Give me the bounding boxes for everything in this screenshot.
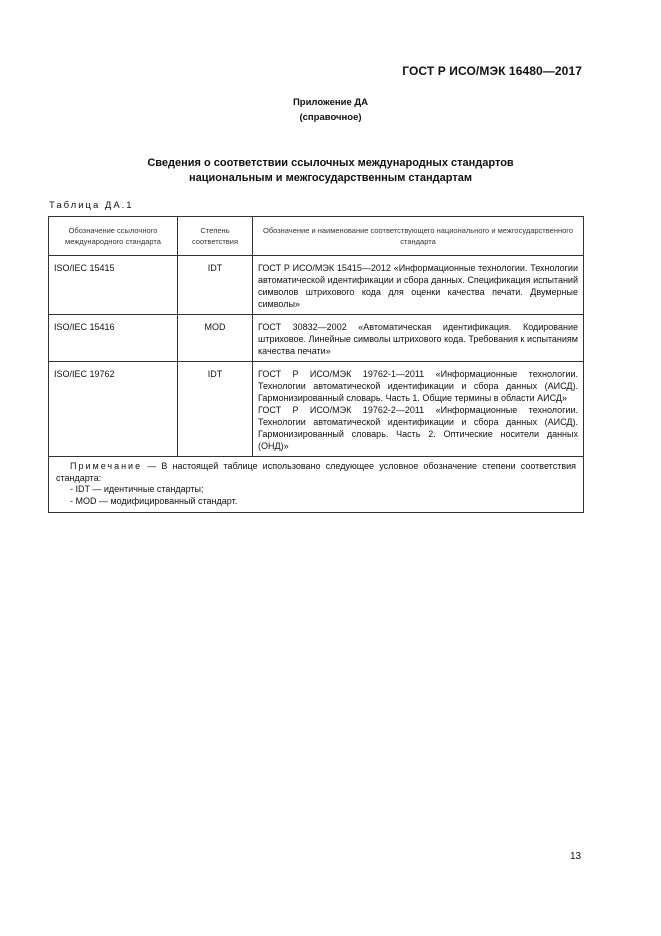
note-list-item: - MOD — модифицированный стандарт. xyxy=(70,495,238,506)
page-number: 13 xyxy=(570,851,582,862)
cell-reference: ISO/IEC 19762 xyxy=(49,362,178,457)
appendix-subtitle: (справочное) xyxy=(299,112,362,123)
cell-degree: IDT xyxy=(178,256,253,315)
appendix-title: Приложение ДА xyxy=(292,97,369,108)
note-text xyxy=(56,461,576,484)
note-label: Примечание xyxy=(70,461,143,471)
header-national-standard: Обозначение и наименование соответствующего национального и межгосударственного стандарта xyxy=(253,217,584,256)
table-label: Таблица ДА.1 xyxy=(49,200,134,211)
cell-national-standard xyxy=(253,315,584,362)
table-header-row xyxy=(49,217,584,256)
document-code-header: ГОСТ Р ИСО/МЭК 16480—2017 xyxy=(402,64,582,78)
national-standard-entry: ГОСТ Р ИСО/МЭК 19762-1—2011 «Информационные технологии. Технологии автоматической идентификации и сбора данных (АИСД). Гармонизированный словарь. Часть 1. Общие термины в области АИСД» xyxy=(258,369,578,403)
cell-reference: ISO/IEC 15415 xyxy=(49,256,178,315)
cell-national-standard xyxy=(253,256,584,315)
table-note xyxy=(49,457,584,513)
header-degree: Степень соответствия xyxy=(178,217,253,256)
cell-degree: MOD xyxy=(178,315,253,362)
national-standard-entry: ГОСТ 30832—2002 «Автоматическая идентификация. Кодирование штриховое. Линейные символы штрихового кода. Требования к испытаниям качества печати» xyxy=(258,322,578,356)
appendix-heading xyxy=(0,95,661,125)
table-row xyxy=(49,362,584,457)
cell-degree: IDT xyxy=(178,362,253,457)
table-row xyxy=(49,315,584,362)
table-note-row xyxy=(49,457,584,513)
correspondence-table xyxy=(48,216,584,513)
table-row xyxy=(49,256,584,315)
document-title xyxy=(0,156,661,186)
cell-reference: ISO/IEC 15416 xyxy=(49,315,178,362)
note-body: — В настоящей таблице использовано следующее условное обозначение степени соответствия стандарта: xyxy=(56,461,576,483)
document-title-line-2: национальным и межгосударственным стандартам xyxy=(189,172,472,184)
document-title-line-1: Сведения о соответствии ссылочных международных стандартов xyxy=(147,157,514,169)
national-standard-entry: ГОСТ Р ИСО/МЭК 15415—2012 «Информационные технологии. Технологии автоматической идентификации и сбора данных. Спецификация испытаний символов штрихового кода для оценки качества печати. Двумерные символы» xyxy=(258,263,578,309)
header-reference-standard: Обозначение ссылочного международного стандарта xyxy=(49,217,178,256)
national-standard-entry: ГОСТ Р ИСО/МЭК 19762-2—2011 «Информационные технологии. Технологии автоматической идентификации и сбора данных (АИСД). Гармонизированный словарь. Часть 2. Оптические носители данных (ОНД)» xyxy=(258,405,578,451)
cell-national-standard xyxy=(253,362,584,457)
note-list-item: - IDT — идентичные стандарты; xyxy=(70,484,204,494)
